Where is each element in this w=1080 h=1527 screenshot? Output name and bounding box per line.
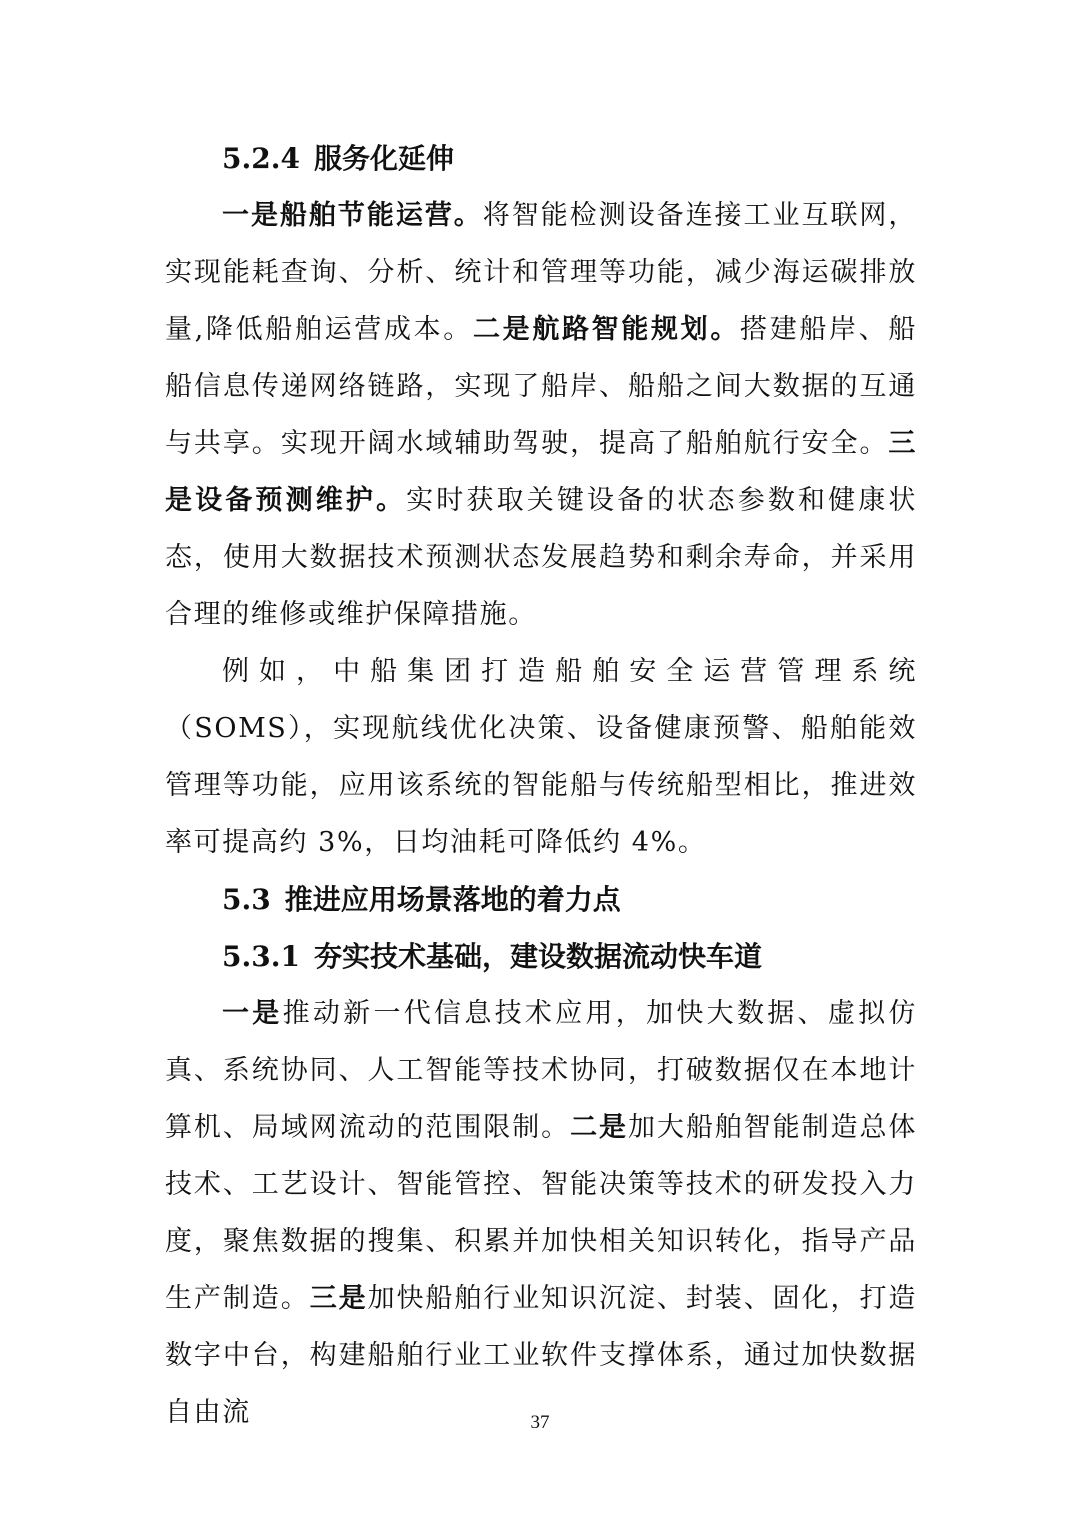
paragraph-text: 加大船舶智能制造总体技术、工艺设计、智能管控、智能决策等技术的研发投入力度，聚焦数据的搜集、积累并加快相关知识转化，指导产品生产制造。 xyxy=(165,1112,918,1314)
paragraph-text: 加快船舶行业知识沉淀、封装、固化，打造数字中台，构建船舶行业工业软件支撑体系，通过加快数据自由流 xyxy=(165,1283,918,1428)
paragraph-example-soms xyxy=(165,643,917,871)
section-number: 5.2.4 xyxy=(222,142,300,175)
bold-lead: 二是 xyxy=(570,1112,628,1143)
paragraph-service-extension xyxy=(165,187,917,643)
section-title: 夯实技术基础，建设数据流动快车道 xyxy=(313,940,762,973)
document-page xyxy=(165,130,917,1441)
paragraph-text: 搭建船岸、船船信息传递网络链路，实现了船岸、船船之间大数据的互通与共享。实现开阔水域辅助驾驶，提高了船舶航行安全。 xyxy=(165,314,917,459)
page-number: 37 xyxy=(530,1412,550,1433)
bold-lead: 三是 xyxy=(309,1283,368,1314)
section-heading-5-3 xyxy=(165,871,917,928)
section-title: 推进应用场景落地的着力点 xyxy=(284,883,621,916)
section-title: 服务化延伸 xyxy=(313,142,454,175)
section-number: 5.3.1 xyxy=(222,940,300,973)
section-number: 5.3 xyxy=(222,883,271,916)
section-heading-5-3-1 xyxy=(165,928,917,985)
bold-lead: 三是设备预测维护。 xyxy=(165,428,917,516)
paragraph-text: 推动新一代信息技术应用，加快大数据、虚拟仿真、系统协同、人工智能等技术协同，打破数据仅在本地计算机、局域网流动的范围限制。 xyxy=(165,998,917,1143)
paragraph-text: 例如，中船集团打造船舶安全运营管理系统（SOMS），实现航线优化决策、设备健康预警、船舶能效管理等功能，应用该系统的智能船与传统船型相比，推进效率可提高约 3%，日均油耗可降低约 4%。 xyxy=(165,656,917,858)
section-heading-5-2-4 xyxy=(165,130,917,187)
bold-lead: 一是 xyxy=(222,998,283,1029)
bold-lead: 二是航路智能规划。 xyxy=(472,314,741,345)
paragraph-text: 将智能检测设备连接工业互联网，实现能耗查询、分析、统计和管理等功能，减少海运碳排放量,降低船舶运营成本。 xyxy=(165,200,917,345)
bold-lead: 一是船舶节能运营。 xyxy=(222,200,483,231)
paragraph-tech-foundation xyxy=(165,985,917,1441)
paragraph-text: 实时获取关键设备的状态参数和健康状态，使用大数据技术预测状态发展趋势和剩余寿命，并采用合理的维修或维护保障措施。 xyxy=(165,485,917,630)
